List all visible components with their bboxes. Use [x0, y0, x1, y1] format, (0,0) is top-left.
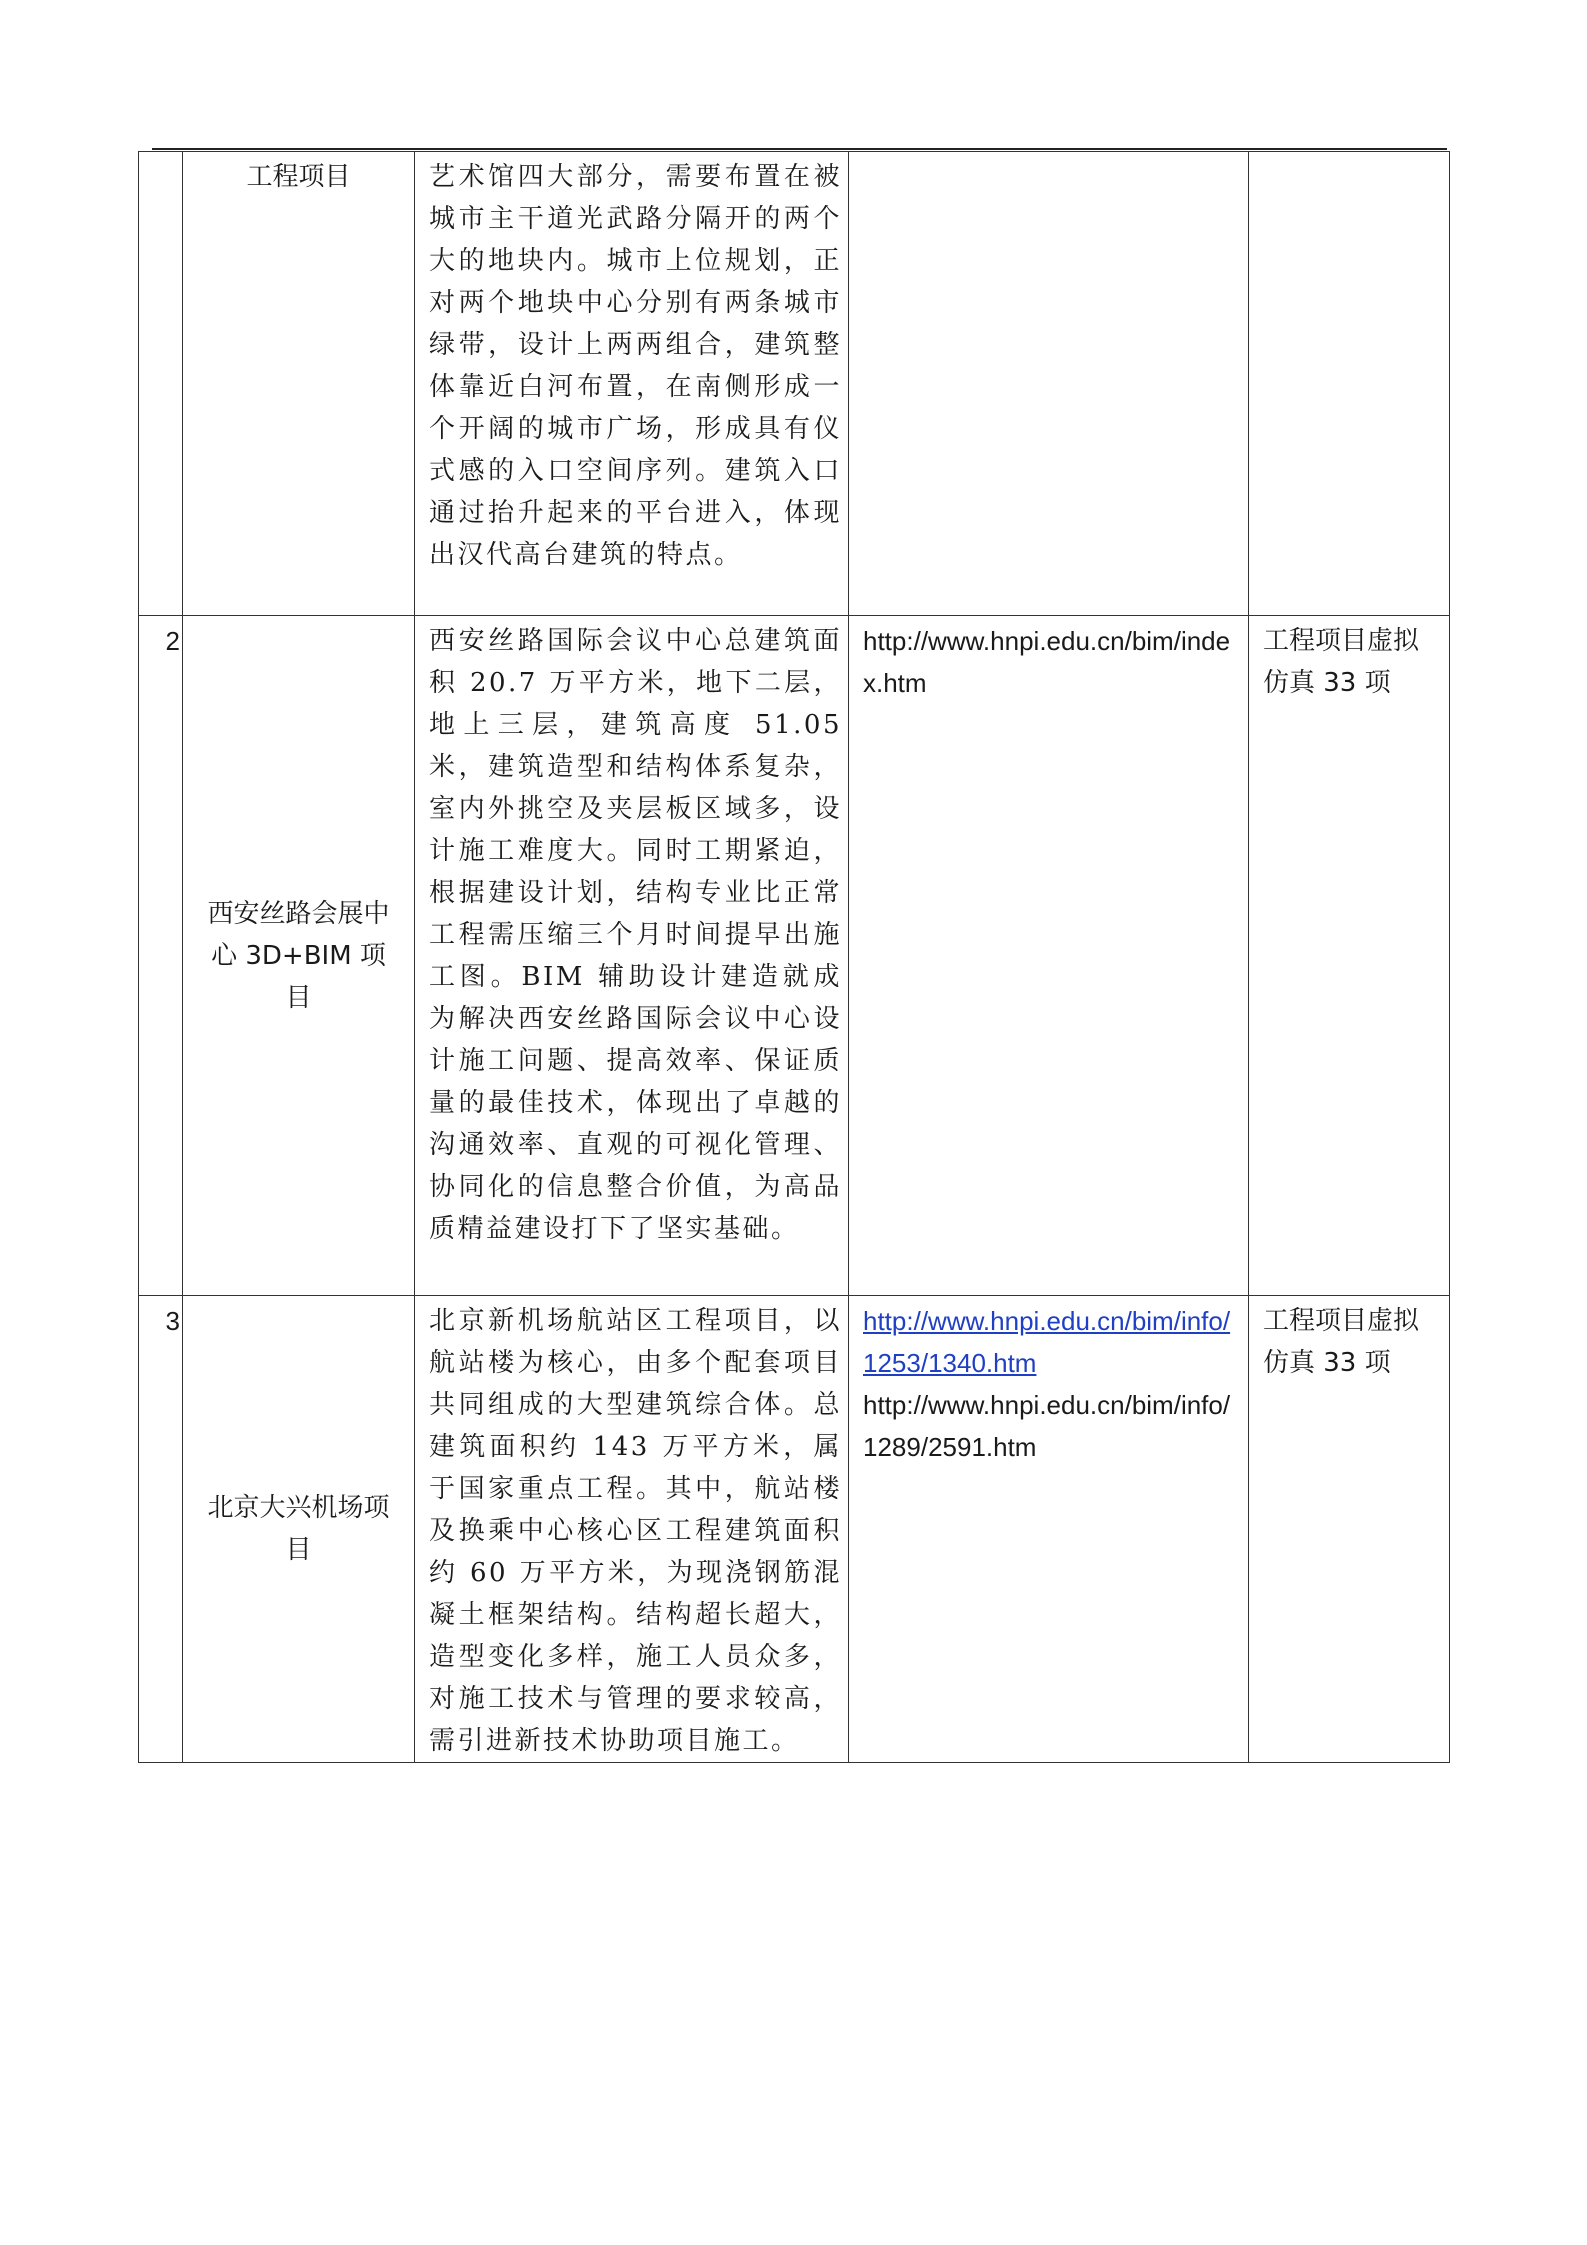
project-link — [849, 152, 1249, 616]
project-description: 西安丝路国际会议中心总建筑面积 20.7 万平方米，地下二层，地上三层，建筑高度 51.05 米，建筑造型和结构体系复杂，室内外挑空及夹层板区域多，设计施工难度大。同时工期紧迫，根据建设计划，结构专业比正常工程需压缩三个月时间提早出施工图。BIM 辅助设计建造就成为解决西安丝路国际会议中心设计施工问题、提高效率、保证质量的最佳技术，体现出了卓越的沟通效率、直观的可视化管理、协同化的信息整合价值，为高品质精益建设打下了坚实基础。 — [415, 616, 849, 1296]
table-row — [139, 616, 1450, 1296]
project-link-cell — [849, 1296, 1249, 1763]
project-note — [1249, 152, 1450, 616]
project-link-secondary[interactable]: http://www.hnpi.edu.cn/bim/info/1289/2591.htm — [863, 1390, 1231, 1462]
table-row — [139, 152, 1450, 616]
project-name: 西安丝路会展中心 3D+BIM 项目 — [183, 616, 415, 1296]
header-rule — [152, 148, 1447, 150]
project-description: 艺术馆四大部分，需要布置在被城市主干道光武路分隔开的两个大的地块内。城市上位规划，正对两个地块中心分别有两条城市绿带，设计上两两组合，建筑整体靠近白河布置，在南侧形成一个开阔的城市广场，形成具有仪式感的入口空间序列。建筑入口通过抬升起来的平台进入，体现出汉代高台建筑的特点。 — [415, 152, 849, 616]
project-table — [138, 151, 1450, 1763]
project-note: 工程项目虚拟仿真 33 项 — [1249, 616, 1450, 1296]
project-name: 工程项目 — [183, 152, 415, 616]
row-index: 2 — [139, 616, 183, 1296]
project-link[interactable]: http://www.hnpi.edu.cn/bim/index.htm — [863, 626, 1231, 698]
project-name: 北京大兴机场项目 — [183, 1296, 415, 1763]
project-link-cell — [849, 616, 1249, 1296]
project-link-primary[interactable]: http://www.hnpi.edu.cn/bim/info/1253/1340.htm — [863, 1306, 1231, 1378]
row-index: 3 — [139, 1296, 183, 1763]
table-row — [139, 1296, 1450, 1763]
row-index — [139, 152, 183, 616]
project-description: 北京新机场航站区工程项目，以航站楼为核心，由多个配套项目共同组成的大型建筑综合体。总建筑面积约 143 万平方米，属于国家重点工程。其中，航站楼及换乘中心核心区工程建筑面积约 60 万平方米，为现浇钢筋混凝土框架结构。结构超长超大，造型变化多样，施工人员众多，对施工技术与管理的要求较高，需引进新技术协助项目施工。 — [415, 1296, 849, 1763]
project-note: 工程项目虚拟仿真 33 项 — [1249, 1296, 1450, 1763]
